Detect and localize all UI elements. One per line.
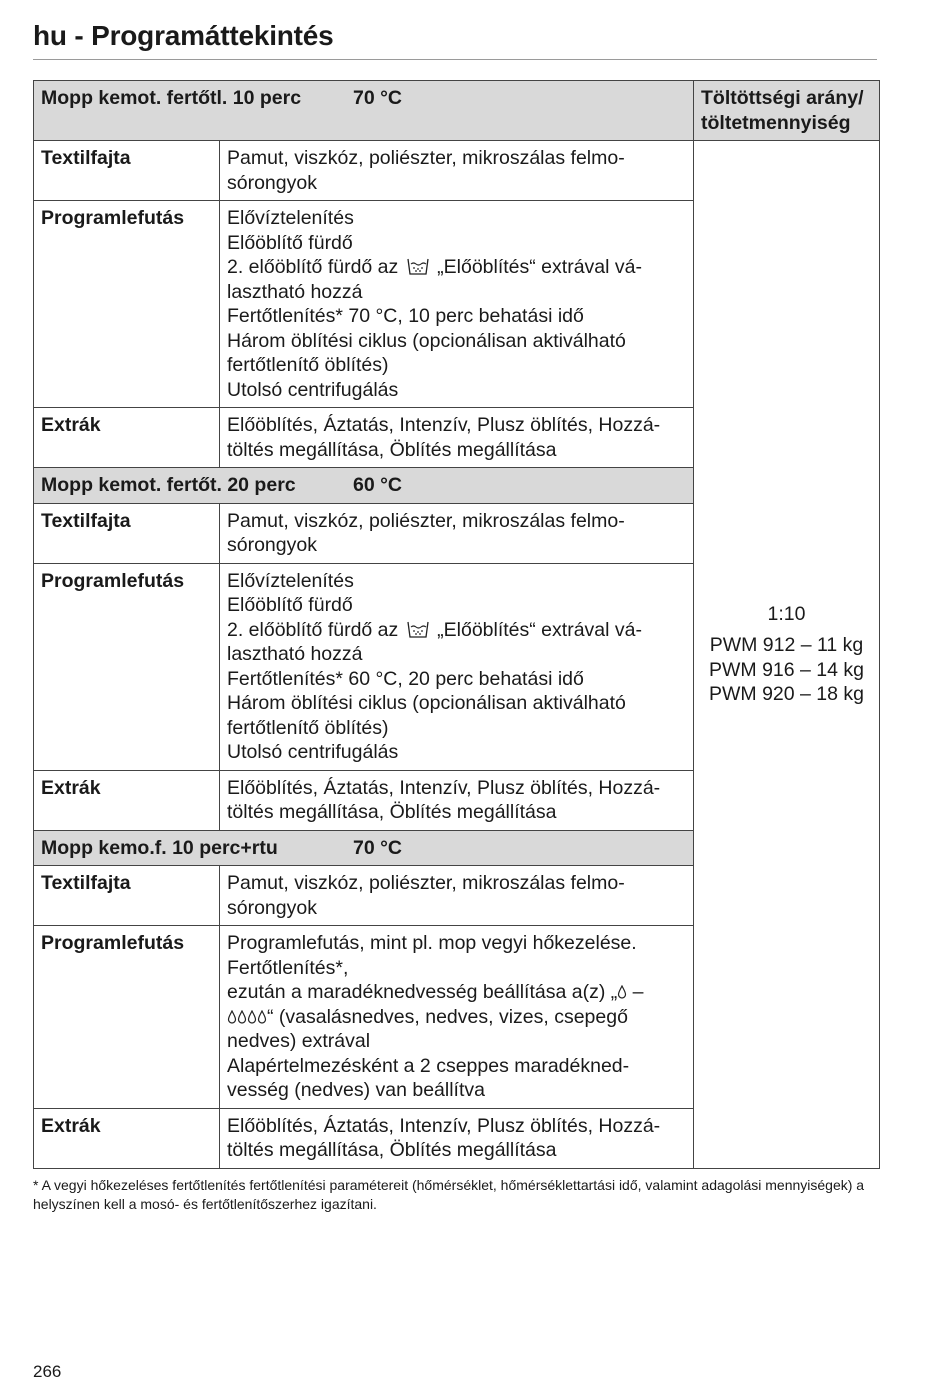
text-line: Előöblítés, Áztatás, Intenzív, Plusz öblítés, Hozzá-	[227, 776, 661, 799]
program-header	[34, 468, 694, 504]
load-header-line: Töltöttségi arány/	[701, 87, 864, 109]
text-line: Elővíztelenítés	[227, 207, 354, 229]
water-drop-icon	[237, 1010, 247, 1024]
row-label-extras: Extrák	[34, 1108, 220, 1168]
load-ratio: 1:10	[767, 602, 806, 625]
text-line: Fertőtlenítés* 70 °C, 10 perc behatási idő	[227, 305, 584, 327]
page-title: hu - Programáttekintés	[33, 20, 334, 51]
row-label-sequence: Programlefutás	[34, 201, 220, 408]
text-line: Előöblítés, Áztatás, Intenzív, Plusz öblítés, Hozzá-	[227, 414, 661, 436]
text-line: sórongyok	[227, 534, 317, 556]
text-line: nedves) extrával	[227, 1030, 371, 1052]
load-header-line: töltetmennyiség	[701, 111, 851, 134]
row-label-textile: Textilfajta	[34, 503, 220, 563]
text-line: Pamut, viszkóz, poliészter, mikroszálas felmo-	[227, 509, 625, 532]
prewash-tub-icon	[406, 257, 430, 276]
page-number: 266	[33, 1362, 62, 1381]
text-line: lasztható hozzá	[227, 280, 363, 303]
text-line: fertőtlenítő öblítés)	[227, 354, 389, 376]
textile-value	[220, 866, 694, 926]
program-name: Mopp kemot. fertőt. 20 perc	[41, 474, 296, 496]
program-temperature: 60 °C	[353, 474, 402, 496]
water-drop-icon	[227, 1010, 237, 1024]
text-line: Fertőtlenítés* 60 °C, 20 perc behatási idő	[227, 667, 584, 690]
row-label-extras: Extrák	[34, 408, 220, 468]
text-line: Három öblítési ciklus (opcionálisan aktiválható	[227, 329, 626, 352]
text-line: Utolsó centrifugálás	[227, 741, 399, 763]
row-label-sequence: Programlefutás	[34, 926, 220, 1109]
text-line	[227, 618, 686, 643]
water-drop-icon	[257, 1010, 267, 1024]
row-label-textile: Textilfajta	[34, 141, 220, 201]
text-line: Programlefutás, mint pl. mop vegyi hőkezelése.	[227, 932, 637, 954]
text-fragment: ezután a maradéknedvesség beállítása a(z) „	[227, 981, 618, 1003]
text-fragment: 2. előöblítő fürdő az	[227, 256, 399, 278]
row-label-extras: Extrák	[34, 770, 220, 830]
text-line: fertőtlenítő öblítés)	[227, 716, 389, 739]
text-line: Előöblítés, Áztatás, Intenzív, Plusz öblítés, Hozzá-	[227, 1114, 661, 1137]
row-label-sequence: Programlefutás	[34, 563, 220, 770]
program-header	[34, 830, 694, 866]
program-table	[33, 80, 880, 1169]
text-fragment: “ (vasalásnedves, nedves, vizes, csepegő	[267, 1005, 628, 1028]
load-value-cell	[694, 141, 880, 1169]
text-line	[227, 255, 686, 280]
capacity-line: PWM 920 – 18 kg	[709, 683, 864, 706]
text-line: Előöblítő fürdő	[227, 594, 353, 616]
text-line: Utolsó centrifugálás	[227, 378, 399, 401]
title-divider	[33, 59, 877, 60]
water-drop-icon	[247, 1010, 257, 1024]
capacity-line: PWM 912 – 11 kg	[709, 634, 864, 657]
text-line: Előöblítő fürdő	[227, 231, 353, 254]
program-header-row	[34, 81, 880, 141]
text-line	[227, 980, 686, 1005]
capacity-line: PWM 916 – 14 kg	[709, 658, 864, 681]
program-name: Mopp kemot. fertőtl. 10 perc	[41, 87, 302, 109]
footnote: * A vegyi hőkezeléses fertőtlenítés fertőtlenítési paramétereit (hőmérséklet, hőmérséklettartási idő, valamint adagolási mennyiségek) a helyszínen kell a mosó- és fertőtlenítőszerhez igazítani.	[33, 1177, 865, 1212]
program-name: Mopp kemo.f. 10 perc+rtu	[41, 836, 278, 859]
text-line: töltés megállítása, Öblítés megállítása	[227, 438, 557, 461]
text-line: Elővíztelenítés	[227, 569, 354, 592]
program-header	[34, 81, 694, 141]
extras-value	[220, 408, 694, 468]
text-line: Három öblítési ciklus (opcionálisan aktiválható	[227, 692, 626, 714]
text-fragment: –	[627, 981, 644, 1003]
text-line: sórongyok	[227, 171, 317, 194]
text-line: vesség (nedves) van beállítva	[227, 1079, 485, 1101]
row-label-textile: Textilfajta	[34, 866, 220, 926]
prewash-tub-icon	[406, 620, 430, 639]
text-line: sórongyok	[227, 896, 317, 919]
program-temperature: 70 °C	[353, 87, 402, 109]
text-line: töltés megállítása, Öblítés megállítása	[227, 1139, 557, 1161]
water-drop-icon	[617, 985, 627, 999]
text-line: Pamut, viszkóz, poliészter, mikroszálas felmo-	[227, 872, 625, 894]
text-fragment: „Előöblítés“ extrával vá-	[437, 618, 642, 641]
text-line: Alapértelmezésként a 2 cseppes maradékned-	[227, 1054, 630, 1077]
text-fragment: 2. előöblítő fürdő az	[227, 618, 399, 641]
sequence-value	[220, 926, 694, 1109]
text-line: lasztható hozzá	[227, 643, 363, 665]
program-temperature: 70 °C	[353, 836, 402, 859]
textile-value	[220, 503, 694, 563]
table-row	[34, 141, 880, 201]
text-fragment: „Előöblítés“ extrával vá-	[437, 256, 642, 278]
extras-value	[220, 1108, 694, 1168]
text-line	[227, 1005, 686, 1030]
text-line: Fertőtlenítés*,	[227, 956, 349, 979]
sequence-value	[220, 563, 694, 770]
load-header	[694, 81, 880, 141]
sequence-value	[220, 201, 694, 408]
textile-value	[220, 141, 694, 201]
text-line: Pamut, viszkóz, poliészter, mikroszálas felmo-	[227, 147, 625, 169]
text-line: töltés megállítása, Öblítés megállítása	[227, 801, 557, 823]
extras-value	[220, 770, 694, 830]
